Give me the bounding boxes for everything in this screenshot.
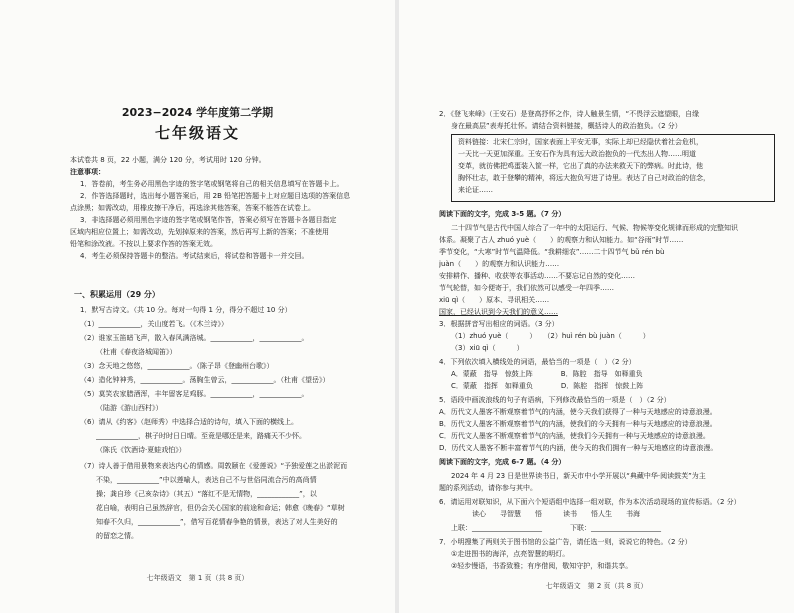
question-line: （1）____________，关山度若飞。（《木兰诗》） bbox=[80, 320, 228, 328]
question-line: 操；龚自珍《己亥杂诗》（其五）“落红不是无情物，____________”，以 bbox=[96, 490, 317, 498]
ad-slogan: ②轻步慢语，书香致雅；有序借阅，敬知守护，和谐共享。 bbox=[451, 562, 633, 570]
passage-line: xiū qì（ ）原本、寻讯相关…… bbox=[439, 296, 550, 304]
question-line: （陆游《游山西村》） bbox=[96, 404, 163, 412]
section-heading: 一、积累运用（29 分） bbox=[74, 290, 160, 299]
question-line: （7）诗人善于借用景物来表达内心的情感。周敦颐在《爱莲说》“予独爱莲之出淤泥而 bbox=[80, 462, 348, 470]
phrase-options: 读心 寻智慧 悟 读书 悟人生 书海 bbox=[451, 510, 640, 518]
instruction-line: 区域内相应位置上；如需改动，先划掉原来的答案，然后再写上新的答案；不准使用 bbox=[70, 228, 329, 236]
question-line: （2）谁家玉笛暗飞声，散入春风满洛城。____________，____________。 bbox=[80, 334, 309, 342]
instruction-line: 注意事项： bbox=[70, 168, 105, 176]
couplet-answer-line[interactable]: 上联：____________________ 下联：____________________ bbox=[451, 524, 661, 532]
question-line: （陈氏《饮酒诗·夏蛙戏怕》） bbox=[96, 446, 186, 454]
exam-term-title: 2023−2024 学年度第二学期 bbox=[121, 106, 274, 119]
question-line: 6．请运用对联知识，从下面六个短语组中选择一组对联，作为本次活动现场的宣传标语。（2 分） bbox=[439, 498, 741, 506]
option-line: B．历代文人墨客不断观察着节气的内涵，使我们的今天拥有一种与天地感应的诗意浪漫。 bbox=[439, 420, 717, 428]
ad-slogan: ①走进图书的海洋，点亮智慧的明灯。 bbox=[451, 550, 570, 558]
option-line: D．历代文人墨客不断丰富着节气的内涵，使今天的我们拥有一种与天地感应的诗意浪漫。 bbox=[439, 444, 718, 452]
reading-section-heading: 阅读下面的文字，完成 3-5 题。（7 分） bbox=[439, 210, 566, 218]
passage-line: 安排耕作、播种、收获等农事活动……不要忘记自然的变化…… bbox=[439, 272, 635, 280]
reference-line: 一天比一天更加深重。王安石作为具有远大政治抱负的一代杰出人物……明道 bbox=[458, 150, 696, 158]
instruction-line: 点涂黑；如需改动，用橡皮擦干净后，再选涂其他答案，答案不能答在试卷上。 bbox=[70, 204, 315, 212]
question-line: 的留恋之情。 bbox=[96, 532, 138, 540]
page-footer: 七年级语文 第 2 页（共 8 页） bbox=[545, 582, 648, 590]
question-line: 2．《登飞来峰》（王安石）是登高抒怀之作，诗人触景生情，“不畏浮云遮望眼，自缘 bbox=[439, 110, 700, 118]
exam-subject-title: 七年级语文 bbox=[154, 124, 240, 142]
question-line: （4）造化钟神秀，____________。荡胸生曾云，____________。（杜甫《望岳》） bbox=[80, 376, 330, 384]
question-line: 5．语段中画波浪线的句子有语病，下列修改最恰当的一项是（ ）（2 分） bbox=[439, 396, 671, 404]
question-line: 知春不久归，____________”，借写百花情春争艳的情景，表达了对人生美好的 bbox=[96, 518, 338, 526]
page-footer: 七年级语文 第 1 页（共 8 页） bbox=[146, 574, 249, 582]
instruction-line: 铅笔和涂改液。不按以上要求作答的答案无效。 bbox=[70, 240, 217, 248]
reference-line: 变革，就彷佛把鸡蛋装入筐一样，它出了真的办法来救天下的弊病。时此诗，他 bbox=[458, 162, 703, 170]
reference-material-box bbox=[451, 134, 775, 202]
reading-section-heading: 阅读下面的文字，完成 6-7 题。（4 分） bbox=[439, 458, 566, 466]
passage-line: 节气轮替，如今便寄于，我们依然可以感受一年四季…… bbox=[439, 284, 614, 292]
question-line: （3）xiū qì（ ） bbox=[451, 344, 524, 352]
instruction-line: 1．答卷前，考生务必用黑色字迹的签字笔或钢笔将自己的相关信息填写在答题卡上。 bbox=[80, 180, 344, 188]
question-line: （6）请从《约客》（赵师秀）中选择合适的诗句，填入下面的横线上。 bbox=[80, 418, 298, 426]
question-line: 1．默写古诗文。（共 10 分。每对一句得 1 分，得分不超过 10 分） bbox=[80, 306, 292, 314]
question-line: 不染，____________”中以莲喻人，表达自己不与世俗同流合污的高尚情 bbox=[96, 476, 317, 484]
option-line: C．历代文人墨客不断观察着节气的内涵，使我们今天拥有一种与天地感应的诗意浪漫。 bbox=[439, 432, 710, 440]
passage-line-underlined: 国家，已经认识到今天我们的意义…… bbox=[439, 308, 558, 316]
question-line: （5）莫笑农家腊酒浑，丰年留客足鸡豚。____________，____________。 bbox=[80, 390, 309, 398]
passage-line: 二十四节气是古代中国人综合了一年中的太阳运行、气候、物候等变化规律而形成的完整知识 bbox=[451, 224, 738, 232]
passage-line: 季节变化，“大寒”时节气温降低。“我耕细农”……二十四节气 bǔ rén bù bbox=[439, 248, 665, 256]
question-line: 花自喻，表明自己虽然辞官，但仍会关心国家的前途和命运；韩愈《晚春》“草树 bbox=[96, 504, 345, 512]
exam-page-2 bbox=[399, 0, 794, 613]
reference-line: 胸怀壮志，敢于登攀的精神，将远大抱负写进了诗里。表达了自己对政治的信念， bbox=[458, 174, 710, 182]
question-line: （1）zhuó yuè（ ） （2）huì rén bù juàn（ ） bbox=[451, 332, 650, 340]
question-line: （3）念天地之悠悠，____________。（陈子昂《登幽州台歌》） bbox=[80, 362, 274, 370]
instruction-line: 本试卷共 8 页，22 小题，满分 120 分，考试用时 120 分钟。 bbox=[70, 156, 266, 164]
passage-line: 题的系列活动，请你参与其中。 bbox=[439, 484, 537, 492]
exam-page-1 bbox=[0, 0, 395, 613]
reference-line: 资料链接：北宋仁宗时，国家表面上平安无事，实际上却已经隐伏着社会危机， bbox=[458, 138, 703, 146]
option-line: C．蒙蔽 指挥 如释重负 D．陈腔 指挥 惊鼓上阵 bbox=[451, 382, 644, 390]
instruction-line: 2．作答选择题时，选出每小题答案后，用 2B 铅笔把答题卡上对应题目选项的答案信息 bbox=[80, 192, 351, 200]
instruction-line: 3．非选择题必须用黑色字迹的签字笔或钢笔作答，答案必须写在答题卡各题目指定 bbox=[80, 216, 337, 224]
passage-line: 2024 年 4 月 23 日是世界读书日，新天市中小学开展以“典藏中华·阅读鼓芙”为主 bbox=[451, 472, 706, 480]
instruction-line: 4．考生必须保持答题卡的整洁。考试结束后，将试卷和答题卡一并交回。 bbox=[80, 252, 309, 260]
question-line: 7．小明搜集了两则关于图书馆的公益广告，请任选一则，说说它的特色。（2 分） bbox=[439, 538, 692, 546]
question-line: 3．根据拼音写出相应的词语。（3 分） bbox=[439, 320, 559, 328]
question-line: 身在最高层”表寿托壮怀。请结合资料链接，概括诗人的政治抱负。（2 分） bbox=[451, 122, 682, 130]
passage-line: juàn（ ）的观察力和认识能力…… bbox=[439, 260, 560, 268]
option-line: A．历代文人墨客不断观察着节气的内涵，使今天我们获得了一种与天地感应的诗意浪漫。 bbox=[439, 408, 717, 416]
option-line: A．蒙蔽 指导 惊鼓上阵 B．陈腔 指导 如释重负 bbox=[451, 370, 643, 378]
question-line: 4．下列依次填入横线处的词语，最恰当的一项是（ ）（2 分） bbox=[439, 358, 636, 366]
question-line: ____________，棋子时时日日晴。至竟是哪还是来，路痛天不少怀。 bbox=[96, 432, 306, 440]
question-line: （杜甫《春夜洛城闻笛》） bbox=[96, 348, 177, 356]
reference-line: 来论证…… bbox=[458, 186, 493, 194]
passage-line: 体系。凝聚了古人 zhuó yuè（ ）的观察力和认知能力。如“谷雨”时节…… bbox=[439, 236, 684, 244]
